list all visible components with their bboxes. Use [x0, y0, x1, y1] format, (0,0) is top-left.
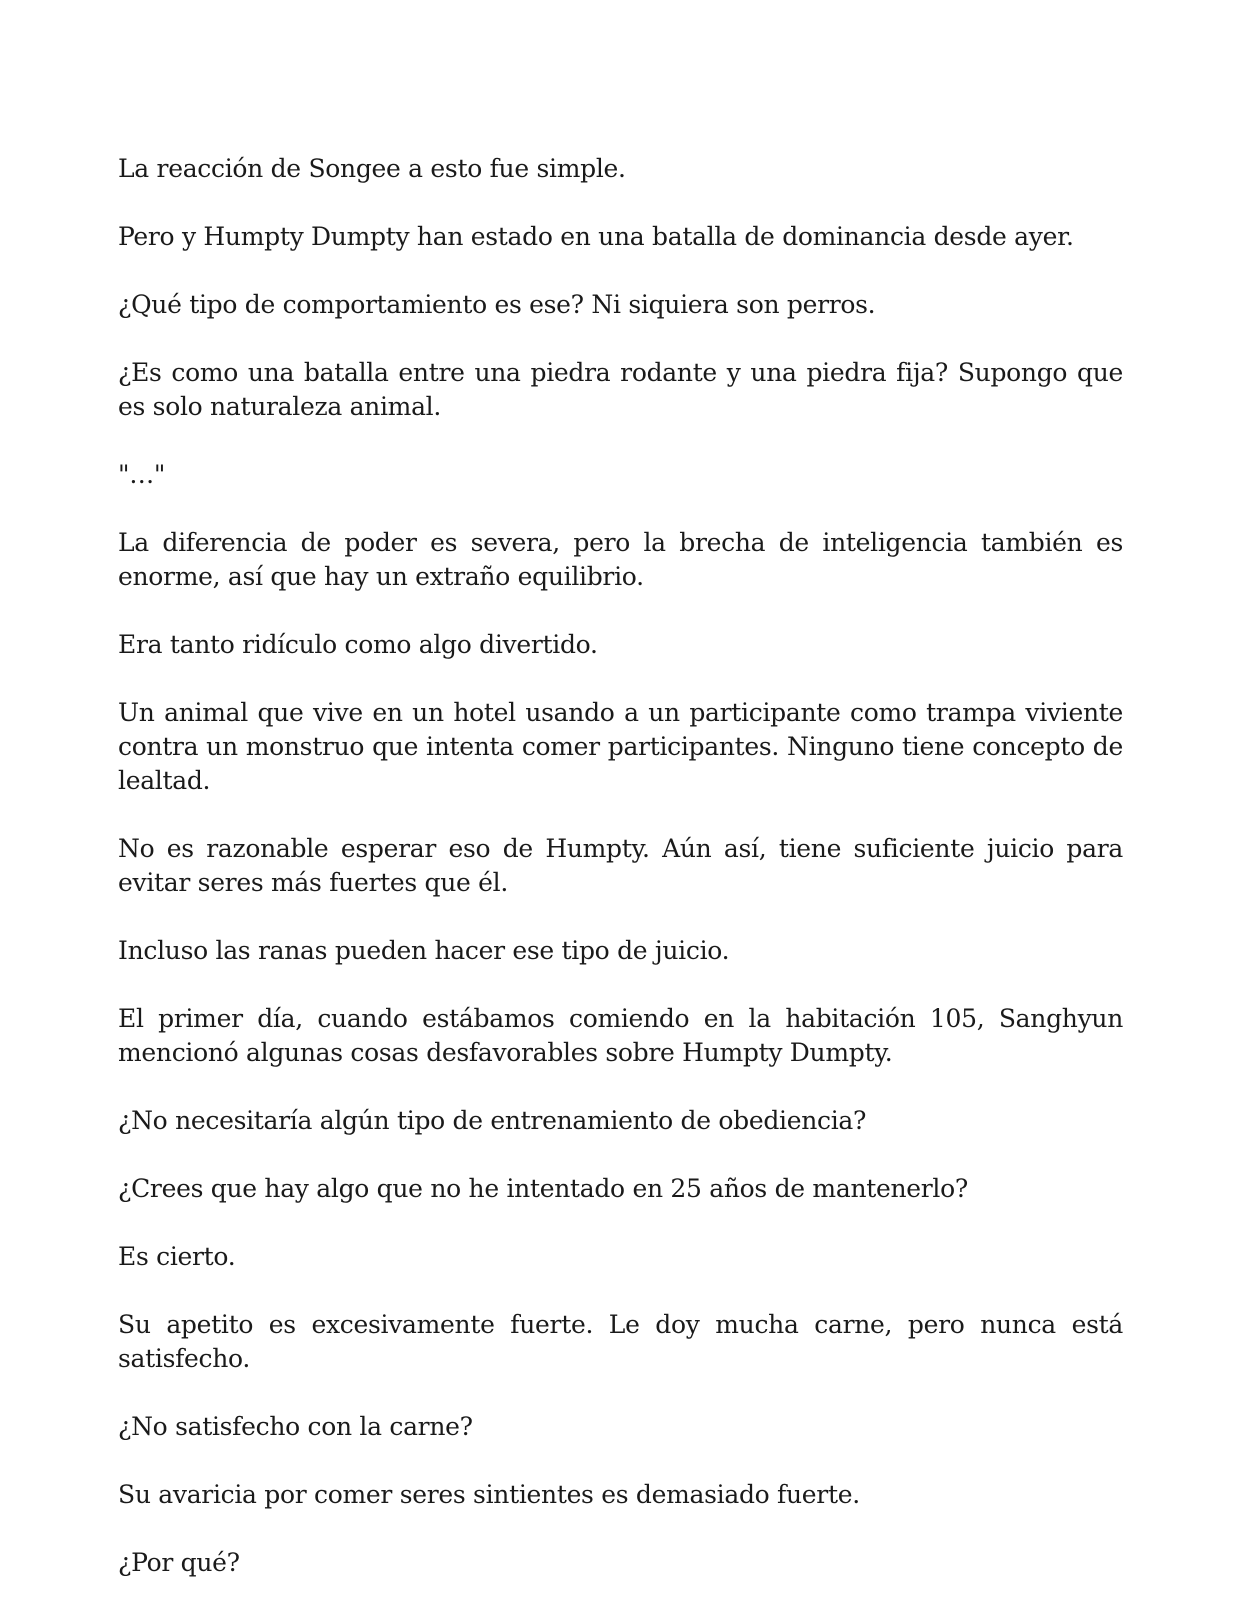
paragraph: No es razonable esperar eso de Humpty. Aún así, tiene suficiente juicio para evitar seres más fuertes que él. — [118, 834, 1123, 897]
paragraph: ¿No necesitaría algún tipo de entrenamiento de obediencia? — [118, 1106, 867, 1135]
paragraph: "…" — [118, 460, 166, 489]
paragraph: Incluso las ranas pueden hacer ese tipo de juicio. — [118, 936, 730, 965]
paragraph: Un animal que vive en un hotel usando a un participante como trampa viviente contra un monstruo que intenta comer participantes. Ninguno tiene concepto de lealtad. — [118, 698, 1123, 795]
paragraph: La diferencia de poder es severa, pero la brecha de inteligencia también es enorme, así que hay un extraño equilibrio. — [118, 528, 1123, 591]
paragraph: El primer día, cuando estábamos comiendo en la habitación 105, Sanghyun mencionó algunas cosas desfavorables sobre Humpty Dumpty. — [118, 1004, 1123, 1067]
paragraph: Su apetito es excesivamente fuerte. Le doy mucha carne, pero nunca está satisfecho. — [118, 1310, 1123, 1373]
paragraph: ¿Qué tipo de comportamiento es ese? Ni siquiera son perros. — [118, 290, 876, 319]
paragraph: ¿Crees que hay algo que no he intentado en 25 años de mantenerlo? — [118, 1174, 968, 1203]
paragraph: Era tanto ridículo como algo divertido. — [118, 630, 598, 659]
document-body — [118, 152, 1123, 1580]
paragraph: Su avaricia por comer seres sintientes es demasiado fuerte. — [118, 1480, 860, 1509]
paragraph: ¿Por qué? — [118, 1548, 240, 1577]
paragraph: La reacción de Songee a esto fue simple. — [118, 154, 626, 183]
paragraph: Es cierto. — [118, 1242, 236, 1271]
paragraph: ¿No satisfecho con la carne? — [118, 1412, 473, 1441]
paragraph: ¿Es como una batalla entre una piedra rodante y una piedra fija? Supongo que es solo naturaleza animal. — [118, 358, 1123, 421]
paragraph: Pero y Humpty Dumpty han estado en una batalla de dominancia desde ayer. — [118, 222, 1074, 251]
